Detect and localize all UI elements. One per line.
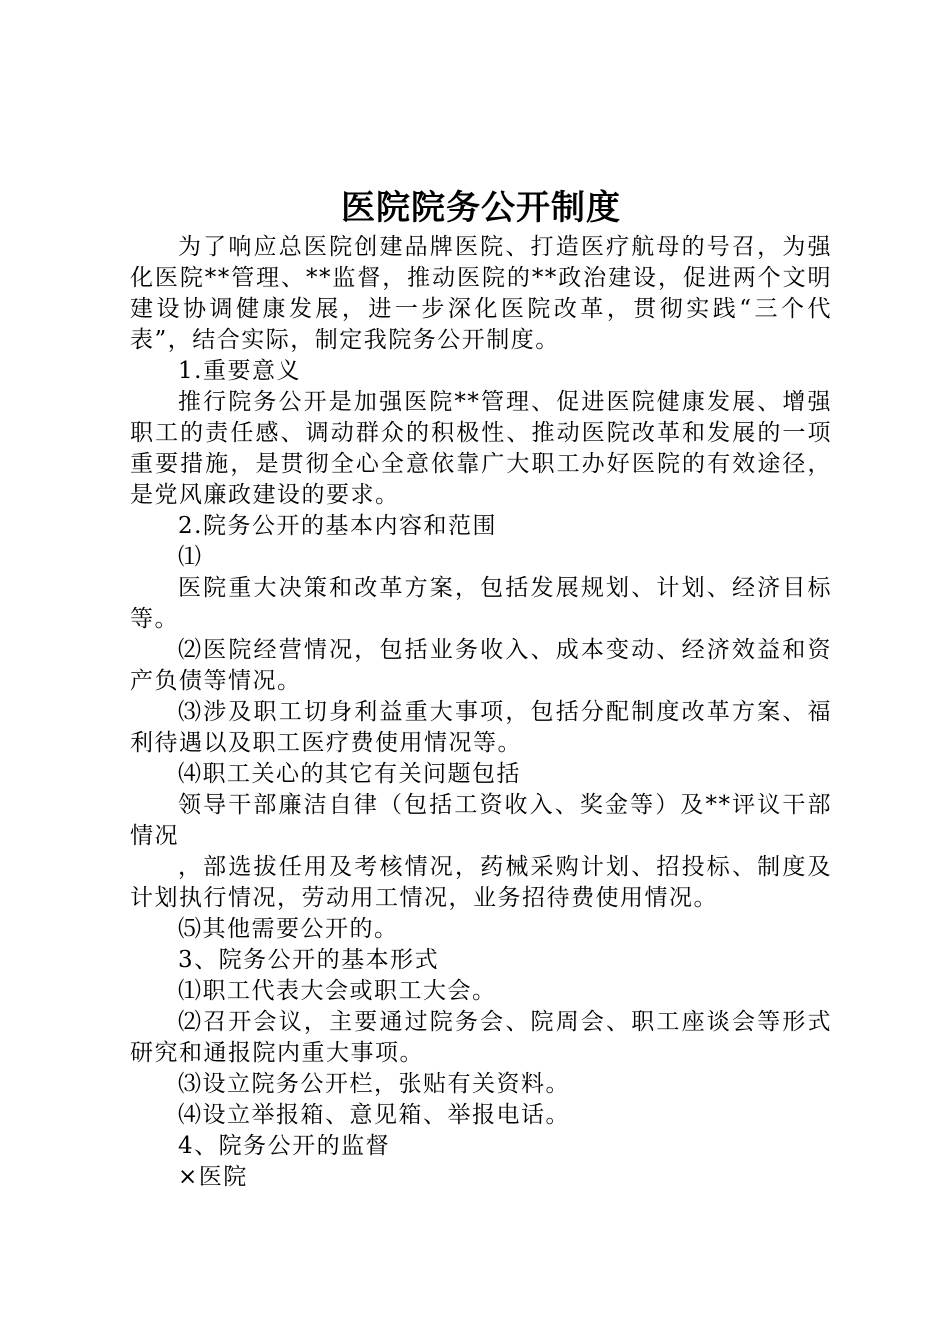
form-item-3: ⑶设立院务公开栏，张贴有关资料。 (178, 1071, 570, 1097)
content-item-3: ⑶涉及职工切身利益重大事项，包括分配制度改革方案、福利待遇以及职工医疗费使用情况等。 (130, 699, 832, 756)
content-item-4-detail-b: ，部选拔任用及考核情况，药械采购计划、招投标、制度及计划执行情况，劳动用工情况，业务招待费使用情况。 (130, 854, 832, 911)
section-heading-3: 3、院务公开的基本形式 (178, 947, 440, 973)
content-item-4-detail-a: 领导干部廉洁自律（包括工资收入、奖金等）及**评议干部情况 (130, 792, 832, 849)
content-item-1: 医院重大决策和改革方案，包括发展规划、计划、经济目标等。 (130, 575, 832, 632)
content-item-2: ⑵医院经营情况，包括业务收入、成本变动、经济效益和资产负债等情况。 (130, 637, 832, 694)
document-page (130, 186, 832, 1193)
section-heading-4: 4、院务公开的监督 (178, 1133, 391, 1159)
list-marker-1: ⑴ (178, 544, 203, 570)
document-title: 医院院务公开制度 (341, 188, 621, 228)
form-item-2: ⑵召开会议，主要通过院务会、院周会、职工座谈会等形式研究和通报院内重大事项。 (130, 1009, 832, 1066)
section-heading-1: 1.重要意义 (178, 358, 301, 384)
form-item-1: ⑴职工代表大会或职工大会。 (178, 978, 497, 1004)
content-item-5: ⑸其他需要公开的。 (178, 916, 399, 942)
section-1-paragraph: 推行院务公开是加强医院**管理、促进医院健康发展、增强职工的责任感、调动群众的积极性、推动医院改革和发展的一项重要措施，是贯彻全心全意依靠广大职工办好医院的有效途径，是党风廉政建设的要求。 (130, 389, 832, 508)
form-item-4: ⑷设立举报箱、意见箱、举报电话。 (178, 1102, 570, 1128)
intro-paragraph: 为了响应总医院创建品牌医院、打造医疗航母的号召，为强化医院**管理、**监督，推动医院的**政治建设，促进两个文明建设协调健康发展，进一步深化医院改革，贯彻实践“三个代表”，结合实际，制定我院务公开制度。 (130, 234, 832, 353)
section-heading-2: 2.院务公开的基本内容和范围 (178, 513, 497, 539)
content-item-4: ⑷职工关心的其它有关问题包括 (178, 761, 521, 787)
supervision-line: ×医院 (178, 1164, 248, 1190)
